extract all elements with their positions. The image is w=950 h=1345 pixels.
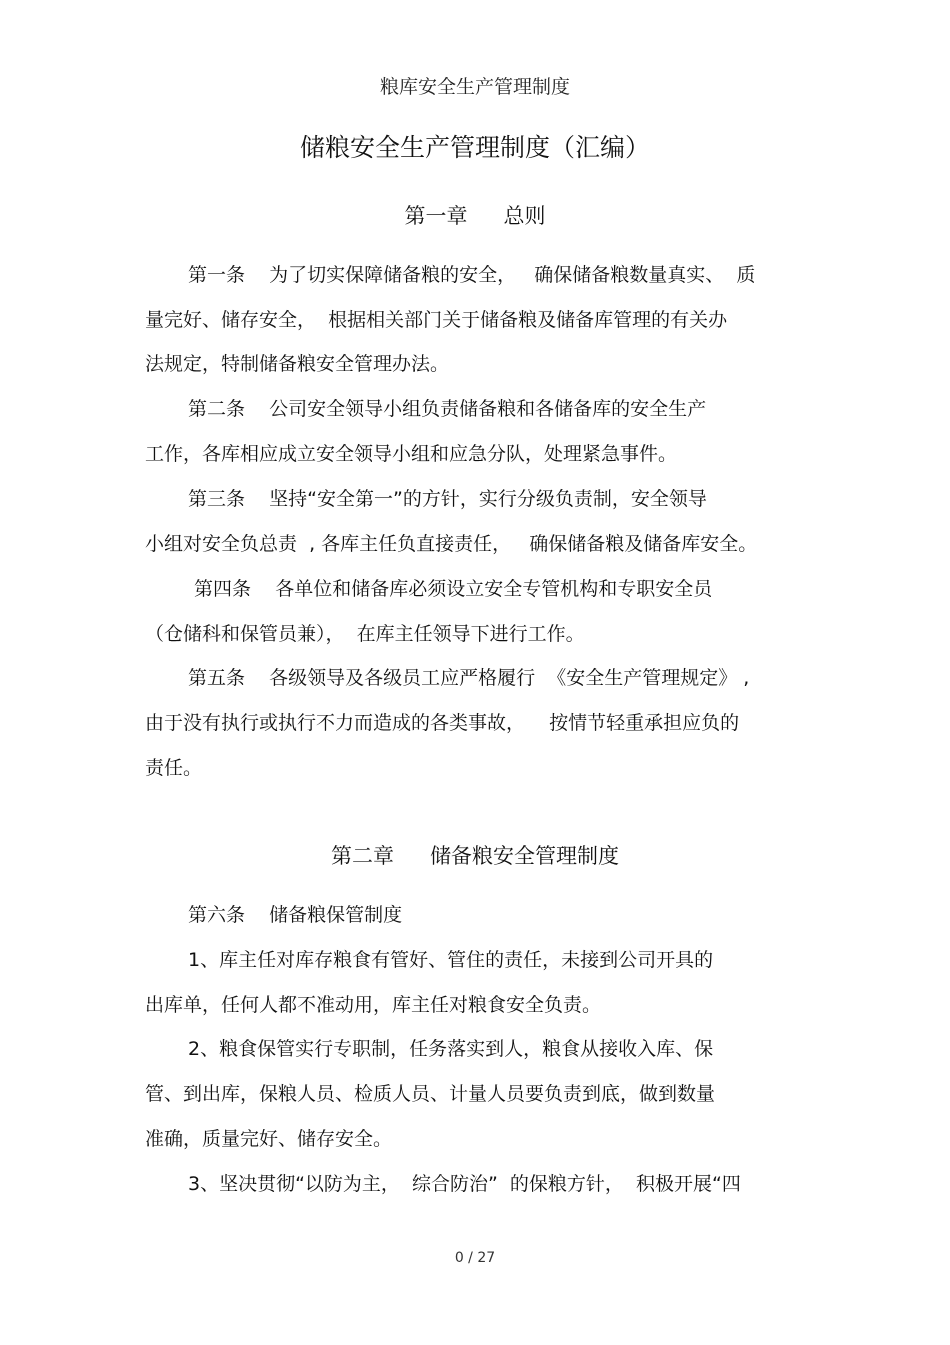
article-1-line-2: 量完好、储存安全， 根据相关部门关于储备粮及储备库管理的有关办 [145, 309, 728, 331]
article-1-line-1: 第一条 为了切实保障储备粮的安全， 确保储备粮数量真实、 质 [188, 264, 756, 286]
chapter-heading [0, 200, 950, 230]
chapter-name: 总则 [503, 204, 546, 228]
article-5-line-1: 第五条 各级领导及各级员工应严格履行 《安全生产管理规定》 , [188, 667, 750, 689]
chapter-number: 第二章 [331, 844, 394, 868]
chapter-name: 储备粮安全管理制度 [430, 844, 619, 868]
item-3-line-1: 3、坚决贯彻“以防为主， 综合防治” 的保粮方针， 积极开展“四 [188, 1173, 741, 1195]
article-4-line-2: （仓储科和保管员兼）， 在库主任领导下进行工作。 [145, 623, 585, 645]
article-5-line-3: 责任。 [145, 757, 203, 779]
item-2-line-3: 准确，质量完好、储存安全。 [145, 1128, 393, 1150]
page-number: 0 / 27 [454, 1250, 496, 1266]
article-6-heading: 第六条 储备粮保管制度 [188, 904, 403, 926]
chapter-number: 第一章 [404, 204, 468, 228]
article-3-line-1: 第三条 坚持“安全第一”的方针，实行分级负责制，安全领导 [188, 488, 707, 510]
article-3-line-2: 小组对安全负总责 , 各库主任负直接责任， 确保储备粮及储备库安全。 [145, 533, 758, 555]
item-2-line-1: 2、粮食保管实行专职制，任务落实到人，粮食从接收入库、保 [188, 1038, 714, 1060]
article-1-line-3: 法规定，特制储备粮安全管理办法。 [145, 353, 450, 375]
item-1-line-2: 出库单，任何人都不准动用，库主任对粮食安全负责。 [145, 994, 602, 1016]
running-header: 粮库安全生产管理制度 [379, 76, 570, 98]
article-2-line-2: 工作，各库相应成立安全领导小组和应急分队，处理紧急事件。 [145, 443, 678, 465]
article-2-line-1: 第二条 公司安全领导小组负责储备粮和各储备库的安全生产 [188, 398, 707, 420]
item-2-line-2: 管、到出库，保粮人员、检质人员、计量人员要负责到底，做到数量 [145, 1083, 716, 1105]
document-title: 储粮安全生产管理制度（汇编） [299, 133, 650, 162]
chapter-heading [0, 840, 950, 870]
item-1-line-1: 1、库主任对库存粮食有管好、管住的责任，未接到公司开具的 [188, 949, 714, 971]
article-5-line-2: 由于没有执行或执行不力而造成的各类事故， 按情节轻重承担应负的 [145, 712, 740, 734]
article-4-line-1: 第四条 各单位和储备库必须设立安全专管机构和专职安全员 [188, 578, 713, 600]
